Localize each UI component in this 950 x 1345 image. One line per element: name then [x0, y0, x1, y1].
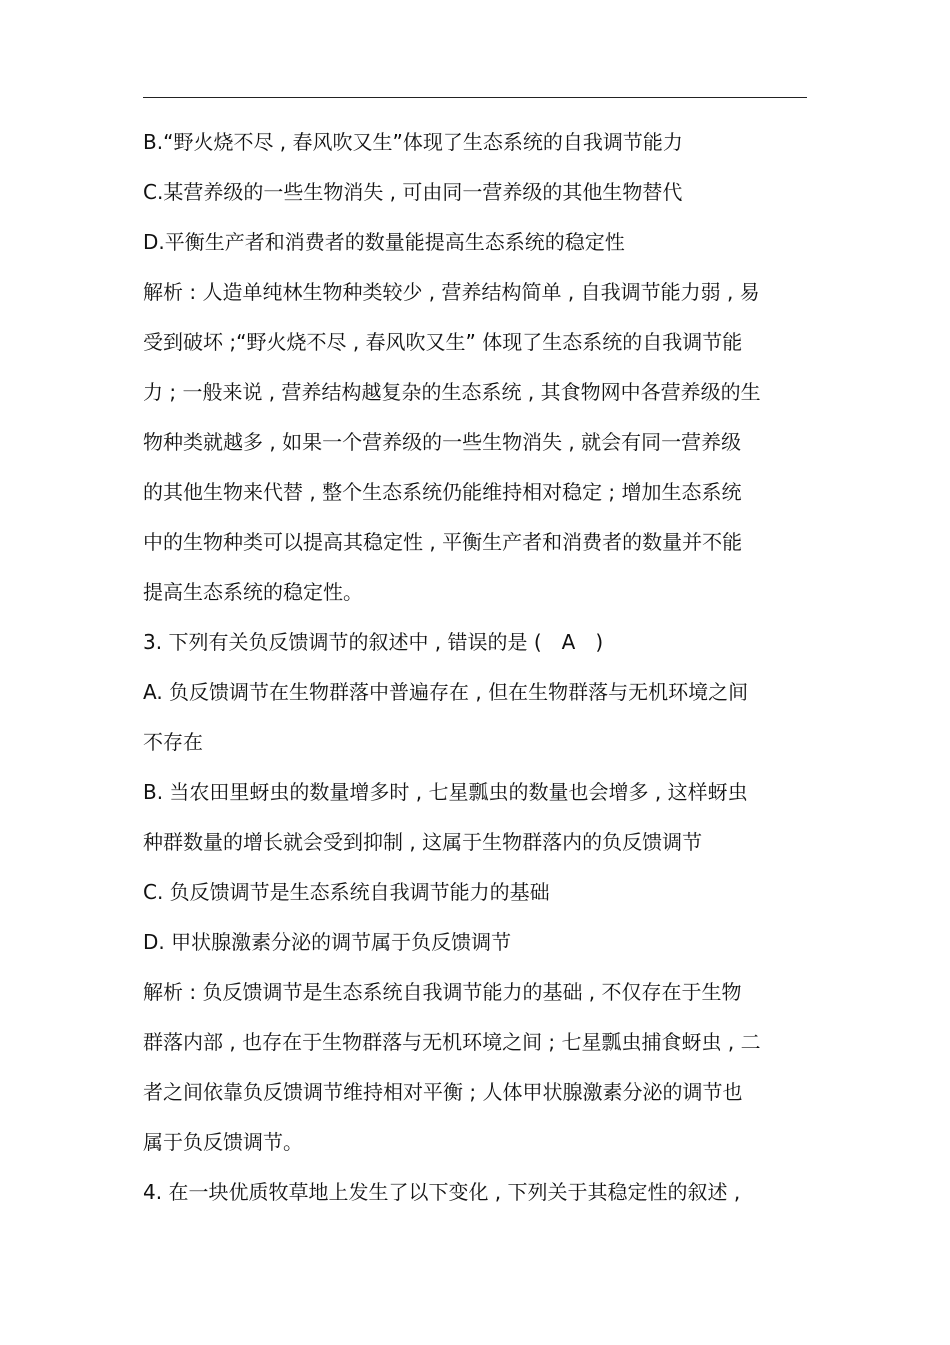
analysis-line: 的其他生物来代替 , 整个生态系统仍能维持相对稳定 ; 增加生态系统 — [143, 480, 742, 504]
q3-analysis-line: 者之间依靠负反馈调节维持相对平衡 ; 人体甲状腺激素分泌的调节也 — [143, 1080, 743, 1104]
document-body — [143, 117, 813, 1217]
option-c: C.某营养级的一些生物消失 , 可由同一营养级的其他生物替代 — [143, 180, 683, 204]
analysis-line: 解析 : 人造单纯林生物种类较少 , 营养结构简单 , 自我调节能力弱 , 易 — [143, 280, 760, 304]
question-4: 4. 在一块优质牧草地上发生了以下变化 , 下列关于其稳定性的叙述 , — [143, 1180, 741, 1204]
analysis-line: 中的生物种类可以提高其稳定性 , 平衡生产者和消费者的数量并不能 — [143, 530, 743, 554]
analysis-line: 物种类就越多 , 如果一个营养级的一些生物消失 , 就会有同一营养级 — [143, 430, 742, 454]
question-3: 3. 下列有关负反馈调节的叙述中 , 错误的是 ( A ) — [143, 630, 604, 654]
q3-analysis-line: 属于负反馈调节。 — [143, 1130, 303, 1154]
analysis-line: 力 ; 一般来说 , 营养结构越复杂的生态系统 , 其食物网中各营养级的生 — [143, 380, 761, 404]
analysis-line: 提高生态系统的稳定性。 — [143, 580, 363, 604]
q3-option-a-cont: 不存在 — [143, 730, 203, 754]
q3-option-b-cont: 种群数量的增长就会受到抑制 , 这属于生物群落内的负反馈调节 — [143, 830, 703, 854]
q3-option-c: C. 负反馈调节是生态系统自我调节能力的基础 — [143, 880, 550, 904]
option-d: D.平衡生产者和消费者的数量能提高生态系统的稳定性 — [143, 230, 625, 254]
q3-option-d: D. 甲状腺激素分泌的调节属于负反馈调节 — [143, 930, 512, 954]
q3-analysis-line: 解析 : 负反馈调节是生态系统自我调节能力的基础 , 不仅存在于生物 — [143, 980, 742, 1004]
option-b: B.“野火烧不尽 , 春风吹又生”体现了生态系统的自我调节能力 — [143, 130, 683, 154]
q3-analysis-line: 群落内部 , 也存在于生物群落与无机环境之间 ; 七星瓢虫捕食蚜虫 , 二 — [143, 1030, 761, 1054]
q3-option-a: A. 负反馈调节在生物群落中普遍存在 , 但在生物群落与无机环境之间 — [143, 680, 749, 704]
q3-option-b: B. 当农田里蚜虫的数量增多时 , 七星瓢虫的数量也会增多 , 这样蚜虫 — [143, 780, 748, 804]
analysis-line: 受到破坏 ;“野火烧不尽 , 春风吹又生” 体现了生态系统的自我调节能 — [143, 330, 743, 354]
header-rule — [143, 97, 807, 98]
